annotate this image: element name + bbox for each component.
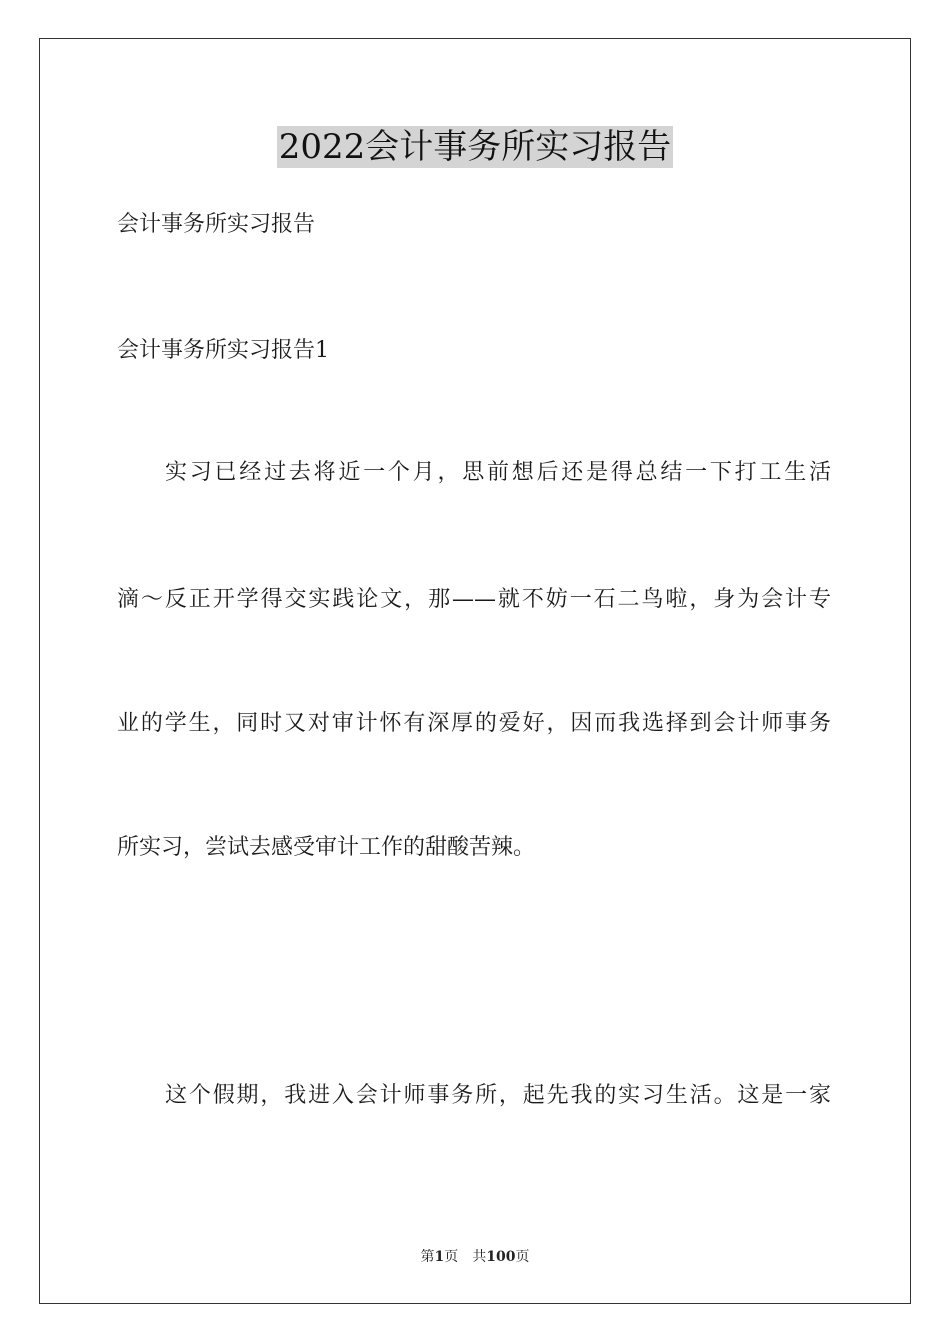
paragraph-1-line-1: 实习已经过去将近一个月，思前想后还是得总结一下打工生活 (165, 460, 831, 485)
page-number: 1 (434, 1249, 445, 1265)
paragraph-2-line-1: 这个假期，我进入会计师事务所，起先我的实习生活。这是一家 (165, 1083, 831, 1108)
paragraph-1-line-4: 所实习，尝试去感受审计工作的甜酸苦辣。 (117, 835, 536, 860)
paragraph-1-line-3: 业的学生，同时又对审计怀有深厚的爱好，因而我选择到会计师事务 (117, 711, 831, 736)
total-prefix: 共 (472, 1249, 487, 1265)
title-wrap (0, 126, 950, 168)
page-prefix: 第 (420, 1249, 435, 1265)
section-subheading: 会计事务所实习报告1 (117, 338, 329, 363)
document-title: 2022会计事务所实习报告 (278, 127, 672, 167)
section-heading: 会计事务所实习报告 (117, 212, 316, 237)
total-pages: 100 (486, 1249, 516, 1265)
page-suffix: 页 (444, 1249, 459, 1265)
paragraph-1-line-2: 滴～反正开学得交实践论文，那——就不妨一石二鸟啦，身为会计专 (117, 587, 831, 612)
page-footer (0, 1248, 950, 1266)
total-suffix: 页 (515, 1249, 530, 1265)
